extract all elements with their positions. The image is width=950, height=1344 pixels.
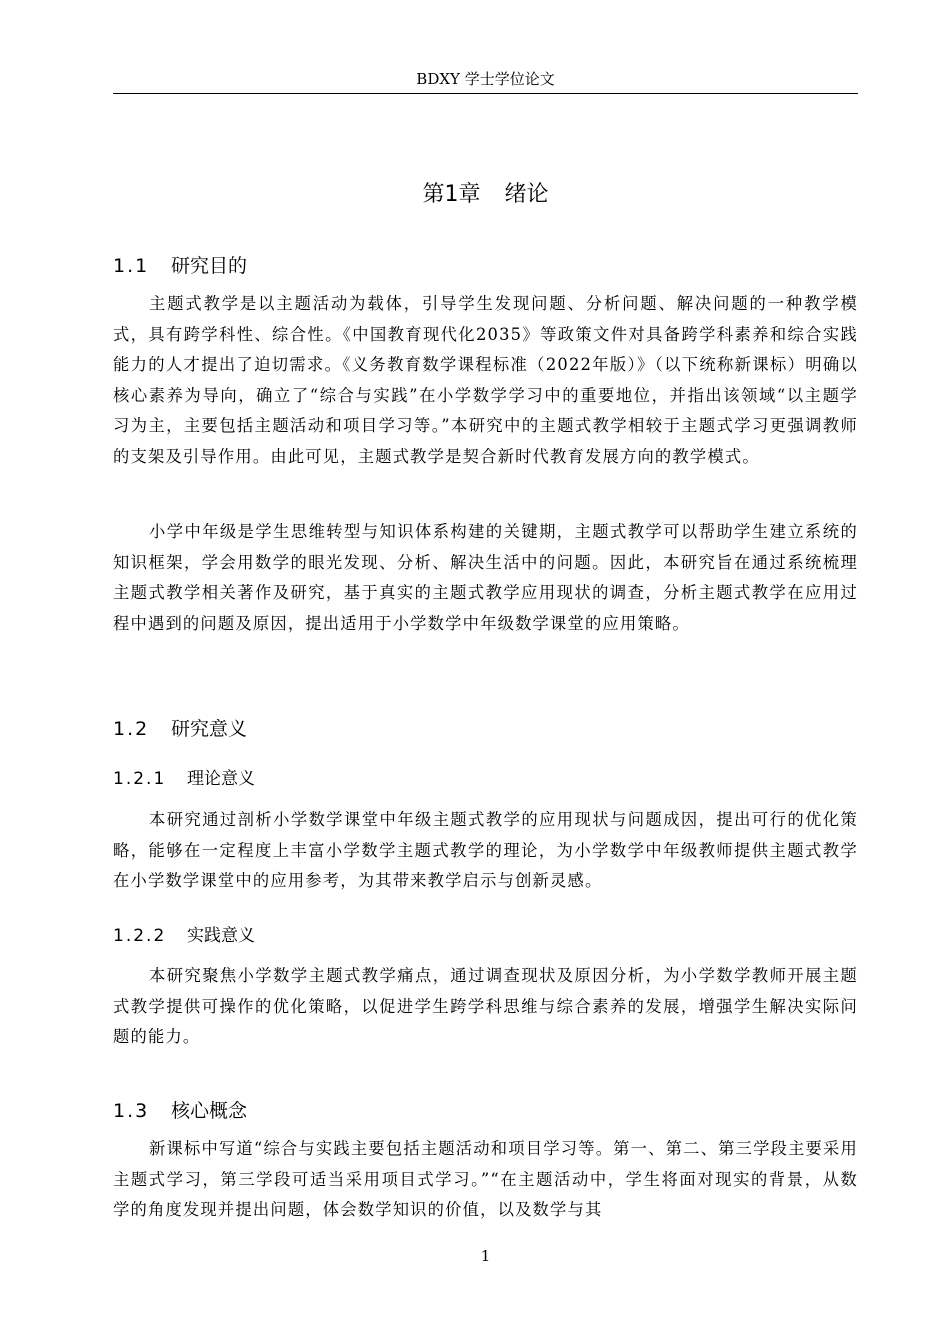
paragraph-1-1-b: 小学中年级是学生思维转型与知识体系构建的关键期，主题式教学可以帮助学生建立系统的知识框架，学会用数学的眼光发现、分析、解决生活中的问题。因此，本研究旨在通过系统梳理主题式教学相关著作及研究，基于真实的主题式教学应用现状的调查，分析主题式教学在应用过程中遇到的问题及原因，提出适用于小学数学中年级数学课堂的应用策略。 bbox=[113, 522, 858, 633]
section-title: 核心概念 bbox=[171, 1100, 248, 1122]
paragraph-1-2-1: 本研究通过剖析小学数学课堂中年级主题式教学的应用现状与问题成因，提出可行的优化策略，能够在一定程度上丰富小学数学主题式教学的理论，为小学数学中年级教师提供主题式教学在小学数学课堂中的应用参考，为其带来教学启示与创新灵感。 bbox=[113, 810, 858, 890]
subsection-heading-1-2-2 bbox=[113, 923, 255, 949]
section-number: 1.2 bbox=[113, 718, 150, 740]
section-heading-1-1 bbox=[113, 252, 247, 280]
subsection-heading-1-2-1 bbox=[113, 766, 255, 792]
paragraph-1-2-2: 本研究聚焦小学数学主题式教学痛点，通过调查现状及原因分析，为小学数学教师开展主题式教学提供可操作的优化策略，以促进学生跨学科思维与综合素养的发展，增强学生解决实际问题的能力。 bbox=[113, 966, 858, 1046]
subsection-title: 实践意义 bbox=[187, 926, 255, 946]
section-heading-1-2 bbox=[113, 715, 247, 743]
chapter-title bbox=[113, 178, 858, 212]
section-title: 研究意义 bbox=[171, 718, 248, 740]
chapter-name: 绪论 bbox=[504, 182, 549, 207]
chapter-number: 第1章 bbox=[422, 182, 481, 207]
subsection-title: 理论意义 bbox=[187, 769, 255, 789]
running-header: BDXY 学士学位论文 bbox=[416, 70, 555, 88]
subsection-number: 1.2.2 bbox=[113, 926, 167, 946]
paragraph-1-1-a: 主题式教学是以主题活动为载体，引导学生发现问题、分析问题、解决问题的一种教学模式，具有跨学科性、综合性。《中国教育现代化2035》等政策文件对具备跨学科素养和综合实践能力的人才提出了迫切需求。《义务教育数学课程标准（2022年版）》（以下统称新课标）明确以核心素养为导向，确立了“综合与实践”在小学数学学习中的重要地位，并指出该领域“以主题学习为主，主要包括主题活动和项目学习等。”本研究中的主题式教学相较于主题式学习更强调教师的支架及引导作用。由此可见，主题式教学是契合新时代教育发展方向的教学模式。 bbox=[113, 294, 858, 466]
section-heading-1-3 bbox=[113, 1097, 247, 1125]
paragraph-1-3: 新课标中写道“综合与实践主要包括主题活动和项目学习等。第一、第二、第三学段主要采用主题式学习，第三学段可适当采用项目式学习。”“在主题活动中，学生将面对现实的背景，从数学的角度发现并提出问题，体会数学知识的价值，以及数学与其 bbox=[113, 1139, 858, 1219]
header-divider bbox=[113, 93, 858, 94]
section-number: 1.1 bbox=[113, 255, 150, 277]
section-title: 研究目的 bbox=[171, 255, 248, 277]
subsection-number: 1.2.1 bbox=[113, 769, 167, 789]
page-number: 1 bbox=[480, 1247, 491, 1265]
section-number: 1.3 bbox=[113, 1100, 150, 1122]
